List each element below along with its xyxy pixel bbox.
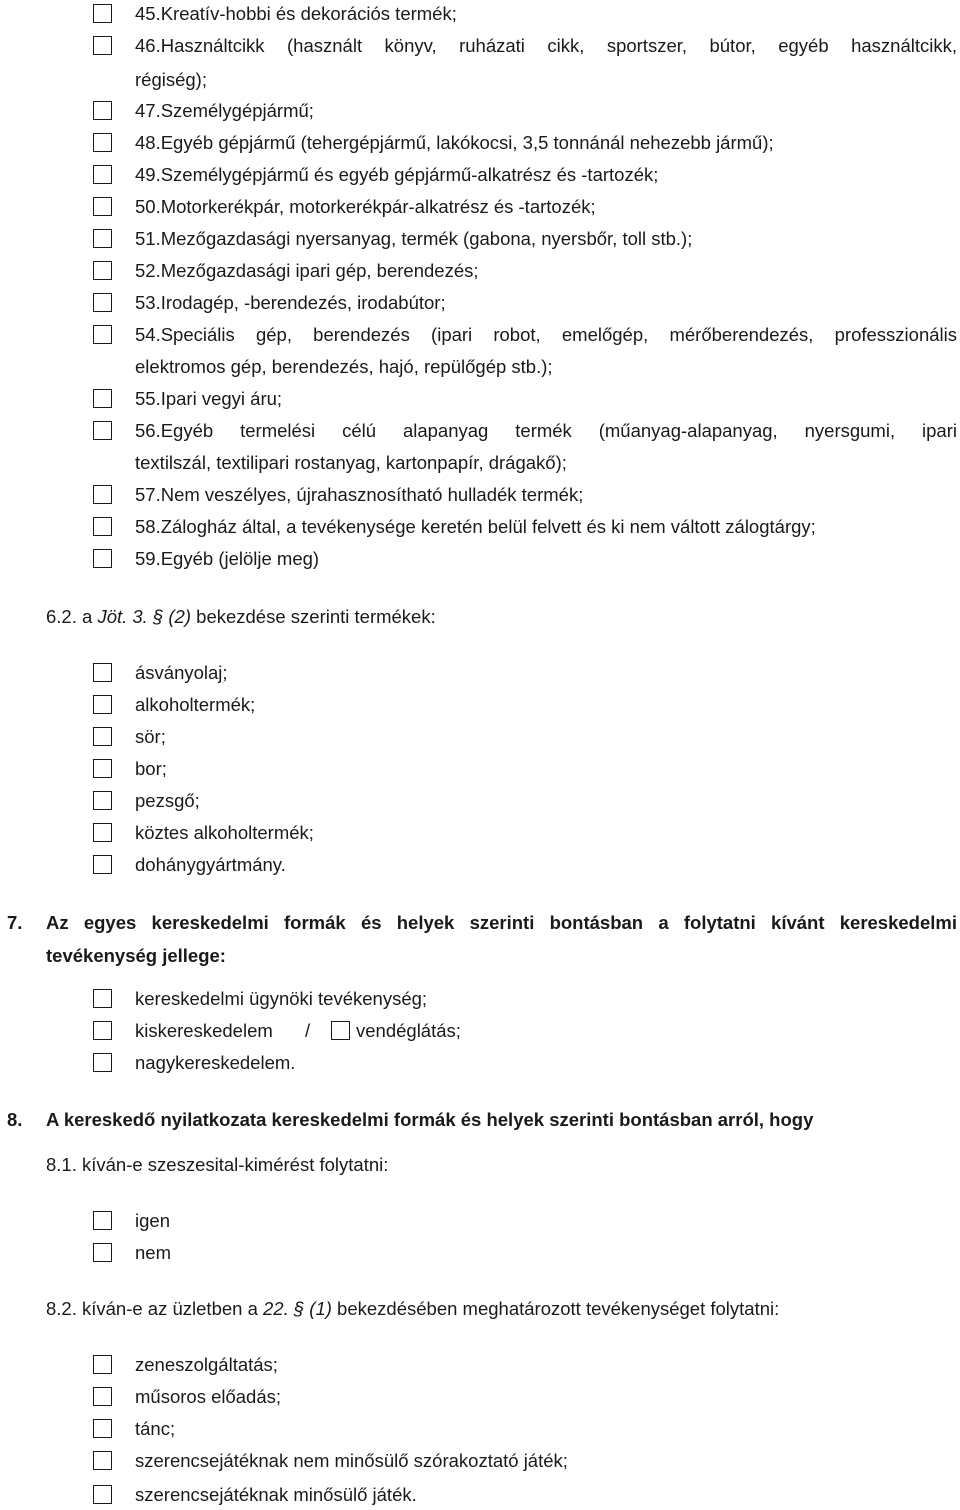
checkbox[interactable] (93, 485, 112, 504)
checkbox[interactable] (93, 36, 112, 55)
section-8-title: A kereskedő nyilatkozata kereskedelmi formák és helyek szerinti bontásban arról, hogy (46, 1109, 814, 1130)
item-label: 58.Zálogház által, a tevékenysége keretén belül felvett és ki nem váltott zálogtárgy; (135, 516, 816, 537)
item-label: vendéglátás; (356, 1020, 461, 1041)
item-label: kereskedelmi ügynöki tevékenység; (135, 988, 428, 1009)
item-label: igen (135, 1210, 170, 1231)
section-8-1-heading (46, 1154, 388, 1176)
item-label: 56.Egyéb termelési célú alapanyag termék (műanyag-alapanyag, nyersgumi, ipari (135, 420, 957, 441)
checkbox[interactable] (93, 421, 112, 440)
checkbox[interactable] (93, 989, 112, 1008)
checkbox[interactable] (93, 855, 112, 874)
item-label: 57.Nem veszélyes, újrahasznosítható hulladék termék; (135, 484, 584, 505)
checkbox[interactable] (93, 1451, 112, 1470)
checkbox[interactable] (93, 293, 112, 312)
section-8-2-heading (46, 1298, 779, 1320)
checkbox[interactable] (93, 517, 112, 536)
checkbox[interactable] (93, 1355, 112, 1374)
checkbox[interactable] (93, 165, 112, 184)
section-number: 8.1. (46, 1154, 77, 1175)
checkbox[interactable] (93, 1243, 112, 1262)
item-label-cont: elektromos gép, berendezés, hajó, repülőgép stb.); (135, 356, 553, 377)
checkbox[interactable] (93, 389, 112, 408)
section-8-number: 8. (7, 1109, 23, 1130)
paragraph-reference: § (1) (293, 1298, 332, 1319)
checkbox[interactable] (93, 791, 112, 810)
paragraph-reference: § (2) (152, 606, 192, 627)
checkbox[interactable] (93, 325, 112, 344)
heading-post: bekezdése szerinti termékek: (196, 606, 436, 627)
item-label: szerencsejátéknak nem minősülő szórakoztató játék; (135, 1450, 568, 1471)
item-label: 55.Ipari vegyi áru; (135, 388, 283, 409)
checkbox[interactable] (93, 133, 112, 152)
item-label: nagykereskedelem. (135, 1052, 296, 1073)
item-label: szerencsejátéknak minősülő játék. (135, 1484, 417, 1505)
item-label: dohánygyártmány. (135, 854, 286, 875)
section-number: 6.2. (46, 606, 77, 627)
checkbox[interactable] (93, 549, 112, 568)
item-label: 53.Irodagép, -berendezés, irodabútor; (135, 292, 446, 313)
checkbox[interactable] (93, 1211, 112, 1230)
item-label: 51.Mezőgazdasági nyersanyag, termék (gabona, nyersbőr, toll stb.); (135, 228, 693, 249)
checkbox[interactable] (93, 1419, 112, 1438)
section-7-number: 7. (7, 912, 23, 933)
item-label: bor; (135, 758, 167, 779)
checkbox[interactable] (93, 1387, 112, 1406)
heading-pre: kíván-e az üzletben a (82, 1298, 258, 1319)
item-label: 47.Személygépjármű; (135, 100, 314, 121)
item-label: 52.Mezőgazdasági ipari gép, berendezés; (135, 260, 479, 281)
item-label: 46.Használtcikk (használt könyv, ruházati cikk, sportszer, bútor, egyéb használtcikk, (135, 35, 957, 56)
heading-post: bekezdésében meghatározott tevékenységet folytatni: (337, 1298, 780, 1319)
item-label: kiskereskedelem (135, 1020, 273, 1041)
item-label: nem (135, 1242, 171, 1263)
section-7-title: Az egyes kereskedelmi formák és helyek szerinti bontásban a folytatni kívánt kereskedelmi tevékenység jellege: (46, 912, 957, 966)
checkbox[interactable] (93, 101, 112, 120)
checkbox[interactable] (93, 1485, 112, 1504)
item-label-cont: régiség); (135, 69, 207, 90)
item-label: pezsgő; (135, 790, 200, 811)
law-reference: 22. (263, 1298, 289, 1319)
checkbox[interactable] (93, 727, 112, 746)
heading-pre: a (82, 606, 93, 627)
checkbox[interactable] (93, 823, 112, 842)
item-label: 59.Egyéb (jelölje meg) (135, 548, 320, 569)
item-label: 50.Motorkerékpár, motorkerékpár-alkatrész és -tartozék; (135, 196, 596, 217)
item-label: 54.Speciális gép, berendezés (ipari robot, emelőgép, mérőberendezés, professzionális (135, 324, 957, 345)
checkbox[interactable] (93, 197, 112, 216)
item-label: 45.Kreatív-hobbi és dekorációs termék; (135, 3, 457, 24)
checkbox[interactable] (331, 1021, 350, 1040)
section-number: 8.2. (46, 1298, 77, 1319)
checkbox[interactable] (93, 1053, 112, 1072)
checkbox[interactable] (93, 759, 112, 778)
law-reference: Jöt. 3. (97, 606, 148, 627)
item-label: sör; (135, 726, 166, 747)
checkbox[interactable] (93, 695, 112, 714)
item-label: 49.Személygépjármű és egyéb gépjármű-alkatrész és -tartozék; (135, 164, 659, 185)
question: kíván-e szeszesital-kimérést folytatni: (82, 1154, 389, 1175)
checkbox[interactable] (93, 663, 112, 682)
checkbox[interactable] (93, 1021, 112, 1040)
separator: / (305, 1020, 311, 1041)
item-label: zeneszolgáltatás; (135, 1354, 278, 1375)
checkbox[interactable] (93, 4, 112, 23)
item-label: köztes alkoholtermék; (135, 822, 314, 843)
checkbox[interactable] (93, 229, 112, 248)
item-label: tánc; (135, 1418, 176, 1439)
item-label: 48.Egyéb gépjármű (tehergépjármű, lakókocsi, 3,5 tonnánál nehezebb jármű); (135, 132, 774, 153)
item-label: ásványolaj; (135, 662, 228, 683)
checkbox[interactable] (93, 261, 112, 280)
item-label: műsoros előadás; (135, 1386, 282, 1407)
item-label: alkoholtermék; (135, 694, 256, 715)
item-label-cont: textilszál, textilipari rostanyag, kartonpapír, drágakő); (135, 452, 567, 473)
section-6-2-heading (46, 606, 436, 628)
